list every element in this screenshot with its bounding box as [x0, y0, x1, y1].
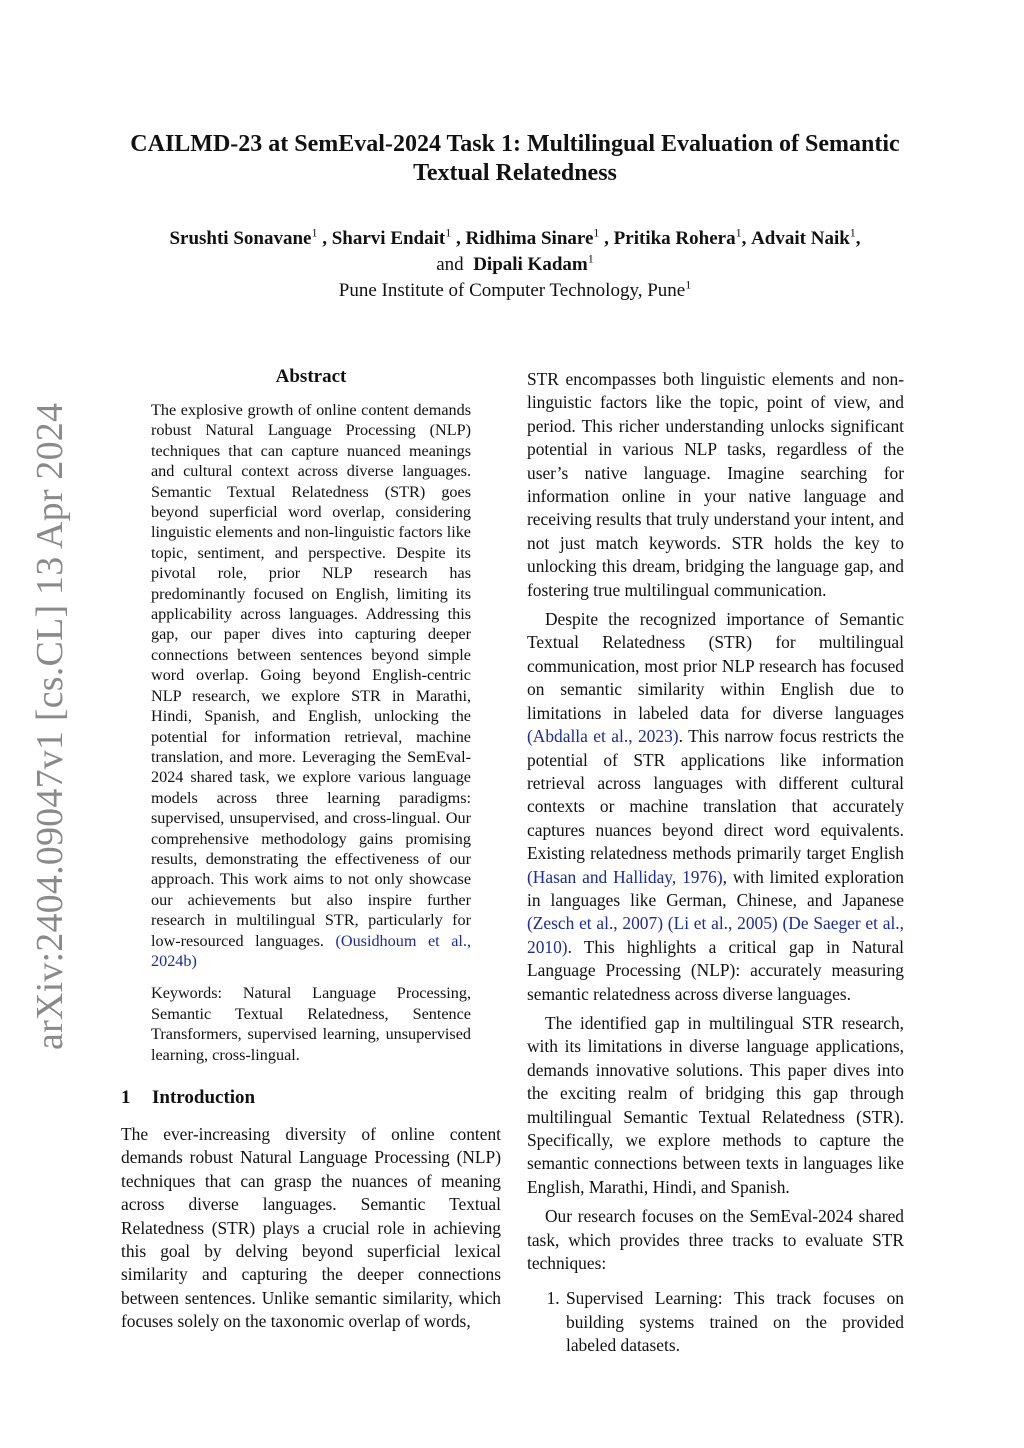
section-title: Introduction: [152, 1087, 256, 1108]
section-heading: [121, 1087, 501, 1109]
affil-mark: 1: [593, 225, 600, 240]
left-column: [121, 366, 501, 1334]
affil-mark: 1: [685, 277, 692, 292]
section-number: 1: [121, 1087, 131, 1108]
affil-mark: 1: [735, 225, 742, 240]
abstract-citation[interactable]: (Ousidhoum et al., 2024b): [151, 931, 471, 970]
citation-hasan[interactable]: (Hasan and Halliday, 1976): [527, 866, 723, 887]
author-2: Sharvi Endait: [331, 228, 446, 249]
abstract-body: [151, 400, 471, 971]
author-1: Srushti Sonavane: [169, 228, 312, 249]
author-and: and: [436, 254, 464, 275]
affil-mark: 1: [311, 225, 318, 240]
affil-mark: 1: [445, 225, 452, 240]
intro-paragraph-5: Our research focuses on the SemEval-2024 shared task, which provides three tracks to evaluate STR techniques:: [527, 1206, 904, 1274]
tracks-list: [527, 1287, 904, 1357]
citation-li[interactable]: (Li et al., 2005): [667, 913, 778, 934]
author-4: Pritika Rohera: [613, 228, 736, 249]
affil-mark: 1: [587, 251, 594, 266]
intro-paragraph-4: The identified gap in multilingual STR research, with its limitations in diverse language applications, demands innovative solutions. This paper dives into the exciting realm of bridging this gap through multilingual Semantic Textual Relatedness (STR). Specifically, we explore methods to capture the semantic connections between texts in languages like English, Marathi, Hindi, and Spanish.: [527, 1012, 904, 1197]
author-3: Ridhima Sinare: [465, 228, 594, 249]
author-5: Advait Naik: [751, 228, 850, 249]
abstract-text: The explosive growth of online content demands robust Natural Language Processing (NLP) techniques that can capture nuanced meanings and cultural context across diverse languages. Semantic Textual Relatedness (STR) goes beyond superficial word overlap, considering linguistic elements and non-linguistic factors like topic, sentiment, and perspective. Despite its pivotal role, prior NLP research has predominantly focused on English, limiting its applicability across languages. Addressing this gap, our paper dives into capturing deeper connections between sentences beyond simple word overlap. Going beyond English-centric NLP research, we explore STR in Marathi, Hindi, Spanish, and English, unlocking the potential for information retrieval, machine translation, and more. Leveraging the SemEval-2024 shared task, we explore various language models across three learning paradigms: supervised, unsupervised, and cross-lingual. Our comprehensive methodology gains promising results, demonstrating the effectiveness of our approach. This work aims to not only showcase our achievements but also inspire further research in multilingual STR, particularly for low-resourced languages.: [151, 401, 471, 950]
paper-title: CAILMD-23 at SemEval-2024 Task 1: Multilingual Evaluation of Semantic Textual Relatedness: [130, 131, 900, 186]
author-line-1: Srushti Sonavane$^1$ , Sharvi Endait$^1$ , Ridhima Sinare$^1$ , Pritika Rohera$^1$, Advait Naik$^1$,: [169, 225, 861, 249]
author-line-2: [110, 252, 920, 278]
right-column: [527, 368, 904, 1358]
affiliation: Pune Institute of Computer Technology, Pune$^1$: [338, 277, 692, 301]
citation-de-saeger[interactable]: (De Saeger et al., 2010): [527, 913, 904, 957]
keywords: Keywords: Natural Language Processing, Semantic Textual Relatedness, Sentence Transformers, supervised learning, unsupervised learning, cross-lingual.: [151, 984, 471, 1064]
abstract-heading: Abstract: [275, 366, 347, 387]
list-item: 1. Supervised Learning: This track focuses on building systems trained on the provided labeled datasets.: [564, 1287, 904, 1357]
citation-zesch[interactable]: (Zesch et al., 2007): [527, 913, 663, 934]
intro-paragraph-3: Despite the recognized importance of Semantic Textual Relatedness (STR) for multilingual communication, most prior NLP research has focused on semantic similarity within English due to limitations in labeled data for diverse languages (Abdalla et al., 2023). This narrow focus restricts the potential of STR applications like information retrieval across languages with different cultural contexts or machine translation that accurately captures nuances beyond direct word equivalents. Existing relatedness methods primarily target English (Hasan and Halliday, 1976), with limited exploration in languages like German, Chinese, and Japanese (Zesch et al., 2007) (Li et al., 2005) (De Saeger et al., 2010). This highlights a critical gap in Natural Language Processing (NLP): accurately measuring semantic relatedness across diverse languages.: [527, 609, 905, 1004]
author-6: Dipali Kadam: [473, 254, 588, 275]
author-block: [110, 226, 920, 304]
affil-mark: 1: [849, 225, 856, 240]
intro-paragraph-2: STR encompasses both linguistic elements and non-linguistic factors like the topic, point of view, and period. This richer understanding unlocks significant potential in various NLP tasks, regardless of the user’s native language. Imagine searching for information online in your native language and receiving results that truly understand your intent, and not just match keywords. STR holds the key to unlocking this dream, bridging the language gap, and fostering true multilingual communication.: [527, 369, 904, 600]
intro-paragraph-1: The ever-increasing diversity of online content demands robust Natural Language Processing (NLP) techniques that can grasp the nuances of meaning across diverse languages. Semantic Textual Relatedness (STR) plays a crucial role in achieving this goal by delving beyond superficial lexical similarity and capturing the deeper connections between sentences. Unlike semantic similarity, which focuses solely on the taxonomic overlap of words,: [121, 1124, 501, 1332]
citation-abdalla[interactable]: (Abdalla et al., 2023): [527, 726, 679, 747]
arxiv-stamp: arXiv:2404.09047v1 [cs.CL] 13 Apr 2024: [29, 402, 71, 1050]
